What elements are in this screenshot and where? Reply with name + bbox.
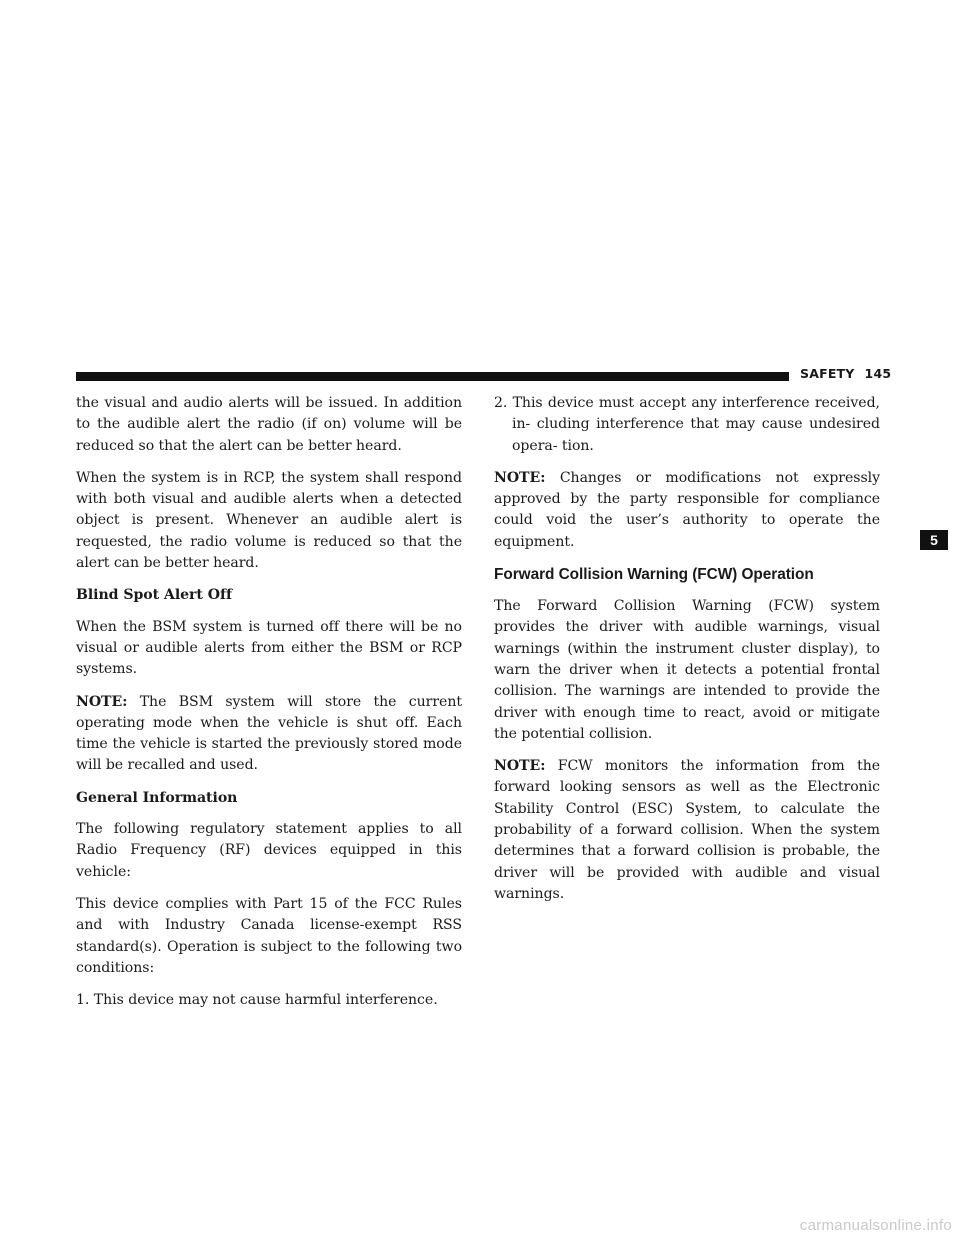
note-paragraph	[76, 692, 462, 777]
header-rule	[76, 372, 789, 381]
right-column	[494, 393, 880, 916]
paragraph: The Forward Collision Warning (FCW) system provides the driver with audible warnings, visual warnings (within the instrument cluster display), to warn the driver when it detects a potential frontal collision. The warnings are intended to provide the driver with enough time to react, avoid or mitigate the potential collision.	[494, 598, 880, 742]
watermark: carmanualsonline.info	[799, 1217, 952, 1234]
note-text: The BSM system will store the current operating mode when the vehicle is shut off. Each time the vehicle is started the previously stored mode will be recalled and used.	[76, 693, 462, 774]
note-label: NOTE:	[494, 758, 546, 775]
section-title: SAFETY	[800, 366, 855, 381]
subheading-blind-spot-alert-off: Blind Spot Alert Off	[76, 587, 232, 604]
note-text: Changes or modifications not expressly approved by the party responsible for compliance could void the user’s authority to operate the equipment.	[494, 469, 881, 550]
paragraph: This device complies with Part 15 of the FCC Rules and with Industry Canada license-exempt RSS standard(s). Operation is subject to the following two conditions:	[76, 895, 462, 976]
note-label: NOTE:	[494, 469, 546, 486]
note-paragraph	[494, 468, 880, 553]
paragraph: the visual and audio alerts will be issued. In addition to the audible alert the radio (if on) volume will be reduced so that the alert can be better heard.	[76, 395, 462, 454]
chapter-tab: 5	[920, 530, 948, 550]
subheading-general-information: General Information	[76, 789, 238, 806]
section-heading-fcw: Forward Collision Warning (FCW) Operation	[494, 566, 814, 584]
note-label: NOTE:	[76, 693, 128, 710]
paragraph: The following regulatory statement applies to all Radio Frequency (RF) devices equipped in this vehicle:	[76, 821, 462, 880]
list-item: 1. This device may not cause harmful interference.	[76, 992, 438, 1009]
note-text: FCW monitors the information from the forward looking sensors as well as the Electronic Stability Control (ESC) System, to calculate the probability of a forward collision. When the system determines that a forward collision is probable, the driver will be provided with audible and visual warnings.	[494, 758, 881, 902]
paragraph: When the system is in RCP, the system shall respond with both visual and audible alerts when a detected object is present. Whenever an audible alert is requested, the radio volume is reduced so that the alert can be better heard.	[76, 469, 462, 572]
running-header	[800, 366, 891, 381]
list-item: 2. This device must accept any interference received, in- cluding interference that may cause undesired opera- tion.	[494, 395, 880, 454]
left-column	[76, 393, 462, 1022]
page-number: 145	[864, 366, 892, 381]
paragraph: When the BSM system is turned off there will be no visual or audible alerts from either the BSM or RCP systems.	[76, 618, 462, 678]
note-paragraph	[494, 756, 880, 905]
